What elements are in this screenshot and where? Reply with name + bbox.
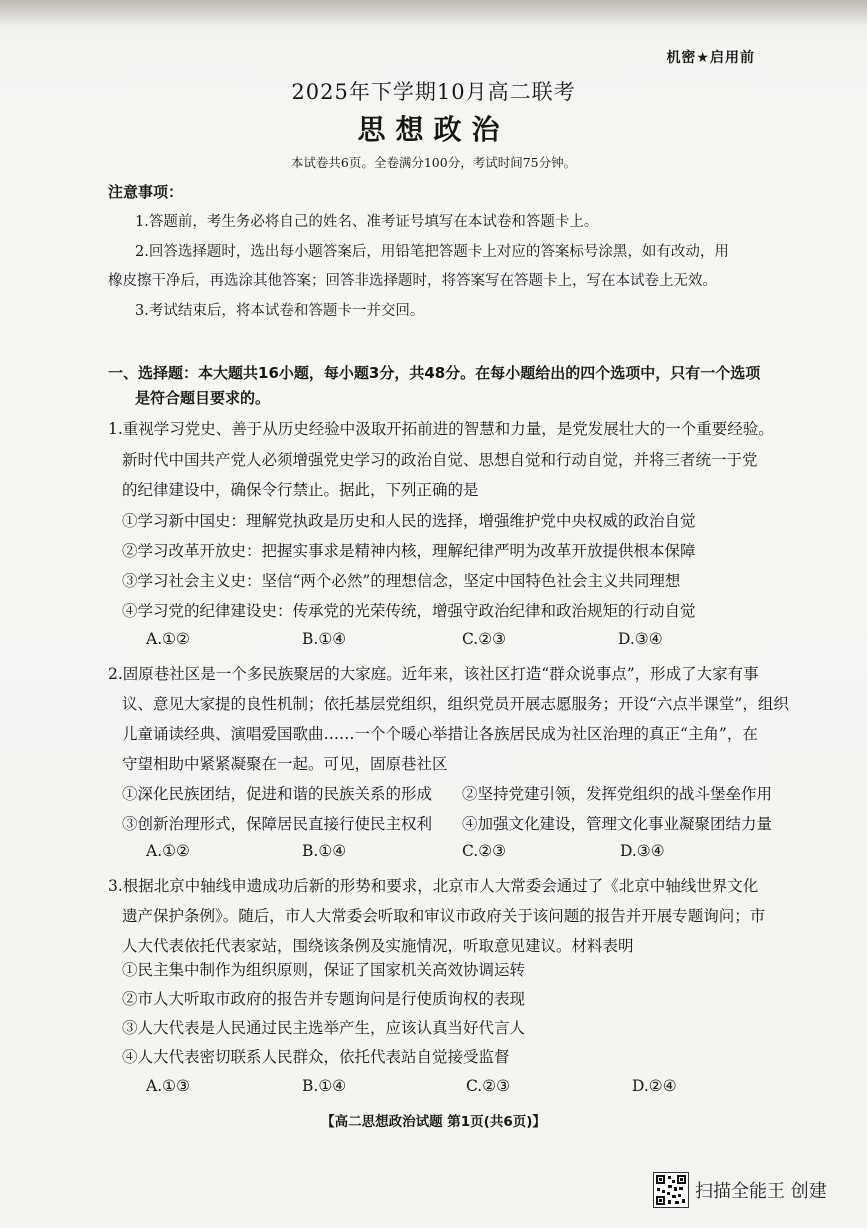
- q1-stem-line-1: 1.重视学习党史、善于从历史经验中汲取开拓前进的智慧和力量，是党发展壮大的一个重要经验。: [108, 420, 774, 438]
- q1-stem-line-2: 新时代中国共产党人必须增强党史学习的政治自觉、思想自觉和行动自觉，并将三者统一于党: [122, 451, 758, 469]
- q1-option-2: ②学习改革开放史：把握实事求是精神内核，理解纪律严明为改革开放提供根本保障: [122, 542, 696, 560]
- notes-title: 注意事项：: [108, 183, 184, 201]
- q2-option-3: ③创新治理形式，保障居民直接行使民主权利: [122, 815, 433, 833]
- q3-stem-line-3: 人大代表依托代表家站，围绕该条例及实施情况，听取意见建议。材料表明: [122, 937, 634, 955]
- q3-choice-c: C.②③: [466, 1077, 511, 1095]
- note-line-3: 橡皮擦干净后，再选涂其他答案；回答非选择题时，将答案写在答题卡上，写在本试卷上无效。: [108, 273, 717, 289]
- subject-title: 思想政治: [357, 113, 510, 146]
- exam-title: 2025年下学期10月高二联考: [291, 80, 576, 104]
- q2-stem-line-3: 儿童诵读经典、演唱爱国歌曲……一个个暖心举措让各族居民成为社区治理的真正“主角”，在: [122, 725, 758, 743]
- q2-option-4: ④加强文化建设，管理文化事业凝聚团结力量: [462, 815, 773, 833]
- q2-choice-c: C.②③: [462, 842, 507, 860]
- section-heading-cont: 是符合题目要求的。: [135, 389, 271, 407]
- q1-option-1: ①学习新中国史：理解党执政是历史和人民的选择，增强维护党中央权威的政治自觉: [122, 512, 696, 530]
- q1-stem-line-3: 的纪律建设中，确保令行禁止。据此，下列正确的是: [122, 481, 479, 499]
- q3-stem-line-2: 遗产保护条例》。随后，市人大常委会听取和审议市政府关于该问题的报告并开展专题询问；市: [122, 907, 766, 925]
- page-footer: 【高二思想政治试题 第1页(共6页)】: [321, 1114, 546, 1130]
- q2-option-1: ①深化民族团结，促进和谐的民族关系的形成: [122, 785, 433, 803]
- q1-option-3: ③学习社会主义史：坚信“两个必然”的理想信念，坚定中国特色社会主义共同理想: [122, 572, 681, 590]
- qr-code-icon: [653, 1172, 689, 1208]
- q2-choice-b: B.①④: [302, 842, 347, 860]
- section-heading: 一、选择题：本大题共16小题，每小题3分，共48分。在每小题给出的四个选项中，只有一个选项: [108, 364, 761, 382]
- scanner-watermark: 扫描全能王 创建: [695, 1181, 827, 1202]
- q1-option-4: ④学习党的纪律建设史：传承党的光荣传统，增强守政治纪律和政治规矩的行动自觉: [122, 602, 696, 620]
- secret-label: 机密★启用前: [666, 50, 755, 66]
- q2-option-2: ②坚持党建引领，发挥党组织的战斗堡垒作用: [462, 785, 773, 803]
- exam-info: 本试卷共6页。全卷满分100分，考试时间75分钟。: [290, 155, 577, 170]
- q3-option-1: ①民主集中制作为组织原则，保证了国家机关高效协调运转: [122, 961, 526, 979]
- note-line-2: 2.回答选择题时，选出每小题答案后，用铅笔把答题卡上对应的答案标号涂黑，如有改动，用: [135, 244, 729, 260]
- q2-stem-line-2: 议、意见大家提的良性机制；依托基层党组织，组织党员开展志愿服务；开设“六点半课堂”，组织: [122, 695, 789, 713]
- q2-stem-line-4: 守望相助中紧紧凝聚在一起。可见，固原巷社区: [122, 755, 448, 773]
- q3-option-4: ④人大代表密切联系人民群众，依托代表站自觉接受监督: [122, 1048, 510, 1066]
- note-line-1: 1.答题前，考生务必将自己的姓名、准考证号填写在本试卷和答题卡上。: [135, 214, 599, 230]
- note-line-4: 3.考试结束后，将本试卷和答题卡一并交回。: [135, 303, 425, 319]
- q1-choice-b: B.①④: [302, 630, 347, 648]
- q1-choice-a: A.①②: [146, 630, 190, 648]
- q2-stem-line-1: 2.固原巷社区是一个多民族聚居的大家庭。近年来，该社区打造“群众说事点”，形成了大家有事: [108, 665, 759, 683]
- scan-shadow: [0, 0, 867, 26]
- q3-choice-b: B.①④: [302, 1077, 347, 1095]
- q1-choice-c: C.②③: [462, 630, 507, 648]
- q3-choice-a-row: A.①③: [146, 1077, 190, 1095]
- q3-option-3: ③人大代表是人民通过民主选举产生，应该认真当好代言人: [122, 1019, 526, 1037]
- q1-choice-d: D.③④: [618, 630, 663, 648]
- q2-choice-a: A.①②: [146, 842, 190, 860]
- q3-option-2: ②市人大听取市政府的报告并专题询问是行使质询权的表现: [122, 990, 526, 1008]
- q3-choice-d: D.②④: [632, 1077, 677, 1095]
- q2-choice-d: D.③④: [620, 842, 665, 860]
- q3-stem-line-1: 3.根据北京中轴线申遗成功后新的形势和要求，北京市人大常委会通过了《北京中轴线世界文化: [108, 877, 759, 895]
